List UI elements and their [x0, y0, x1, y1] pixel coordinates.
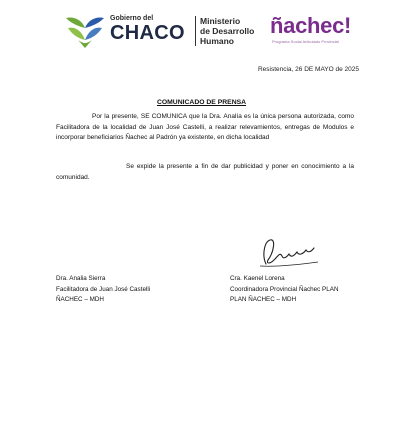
signatory-right	[230, 274, 339, 306]
chaco-wordmark: CHACO	[110, 22, 185, 44]
ministerio-line: Humano	[200, 36, 234, 46]
date-line: Resistencia, 26 DE MAYO de 2025	[257, 66, 359, 73]
body-paragraph: Se expide la presente a fin de dar publicidad y poner en conocimiento a la comunidad.	[56, 163, 354, 181]
signatory-line: PLAN ÑACHEC – MDH	[230, 296, 297, 303]
body-paragraph: Por la presente, SE COMUNICA que la Dra. Analía es la única persona autorizada, como Facilitadora de la localidad de Juan José Castelli, a realizar relevamientos, entregas de Modulos e incorporar beneficiarios Ñachec al Padrón ya existente, en dicha localidad	[56, 113, 354, 141]
document-title: COMUNICADO DE PRENSA	[156, 99, 247, 106]
nachec-logo: ñachec!	[270, 13, 352, 38]
gobierno-chaco-logo-icon	[64, 14, 106, 48]
signatory-line: Dra. Analia Sierra	[56, 275, 106, 282]
signatory-left	[56, 274, 150, 306]
signatory-line: ÑACHEC – MDH	[56, 296, 104, 303]
letterhead	[64, 12, 364, 48]
handwritten-signature	[256, 234, 322, 270]
signatory-line: Coordinadora Provincial Ñachec PLAN	[230, 285, 339, 293]
signatory-line: Cra. Kaenel Lorena	[230, 275, 285, 282]
nachec-tagline: Programa Social Articulado Provincial	[272, 39, 339, 44]
ministerio-line: Ministerio	[200, 16, 241, 26]
gobierno-label: Gobierno del	[110, 15, 154, 22]
header-divider	[195, 16, 196, 46]
ministerio-line: de Desarrollo	[200, 26, 255, 36]
ministerio-label	[200, 16, 254, 46]
signatory-line: Facilitadora de Juan José Castelli	[56, 285, 151, 293]
